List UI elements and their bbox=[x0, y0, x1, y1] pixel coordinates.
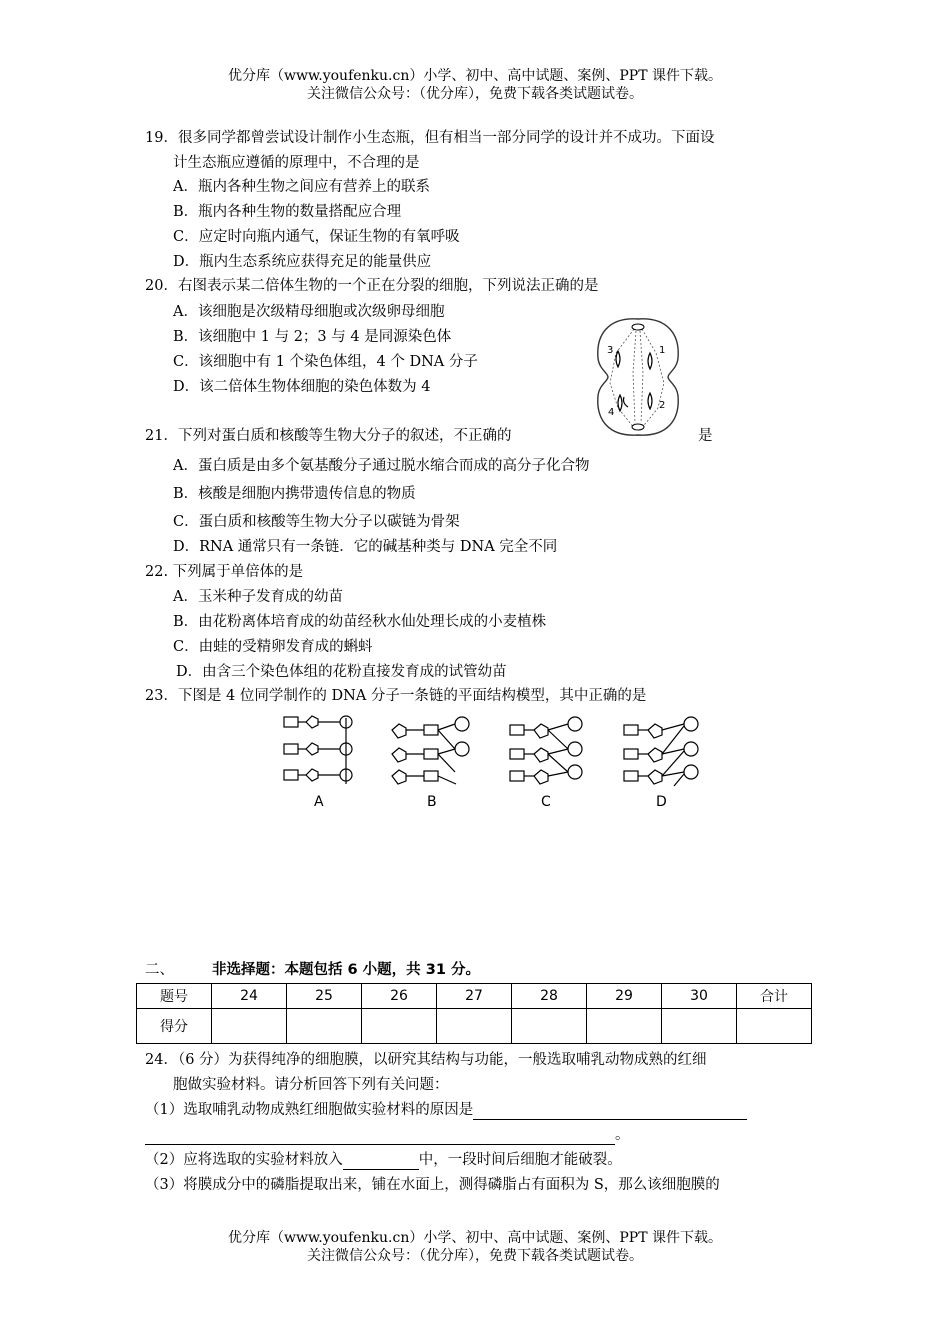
score-table-header-label: 题号 bbox=[137, 984, 212, 1009]
score-cell-30[interactable] bbox=[662, 1009, 737, 1044]
page-header-line1: 优分库（www.youfenku.cn）小学、初中、高中试题、案例、PPT 课件下载。 bbox=[227, 68, 722, 84]
q19-option-a: A．瓶内各种生物之间应有营养上的联系 bbox=[173, 179, 430, 195]
chromosome-label-2: 2 bbox=[659, 400, 666, 411]
score-table bbox=[136, 983, 812, 1044]
score-table-col: 24 bbox=[212, 984, 287, 1009]
q20-option-b: B．该细胞中 1 与 2；3 与 4 是同源染色体 bbox=[173, 329, 452, 345]
q24-stem-cont: 胞做实验材料。请分析回答下列有关问题： bbox=[173, 1077, 449, 1093]
score-table-col: 25 bbox=[287, 984, 362, 1009]
score-table-col: 29 bbox=[587, 984, 662, 1009]
q24-part1-end: 。 bbox=[615, 1127, 630, 1143]
chromosome-label-3: 3 bbox=[607, 345, 614, 356]
score-cell-29[interactable] bbox=[587, 1009, 662, 1044]
q21-stem: 21．下列对蛋白质和核酸等生物大分子的叙述，不正确的 bbox=[145, 428, 512, 444]
q24-part2-text-a: （2）应将选取的实验材料放入 bbox=[145, 1152, 343, 1168]
q20-stem: 20．右图表示某二倍体生物的一个正在分裂的细胞，下列说法正确的是 bbox=[145, 278, 599, 294]
q19-stem: 19．很多同学都曾尝试设计制作小生态瓶，但有相当一部分同学的设计并不成功。下面设 bbox=[145, 130, 715, 146]
q20-option-c: C．该细胞中有 1 个染色体组，4 个 DNA 分子 bbox=[173, 354, 478, 370]
score-table-score-label: 得分 bbox=[137, 1009, 212, 1044]
score-cell-28[interactable] bbox=[512, 1009, 587, 1044]
q24-part1-text: （1）选取哺乳动物成熟红细胞做实验材料的原因是 bbox=[145, 1102, 474, 1118]
dna-model-label-a: A bbox=[314, 794, 324, 810]
q24-part1-blank-cont[interactable] bbox=[145, 1126, 615, 1145]
chromosome-label-4: 4 bbox=[608, 407, 615, 418]
q23-stem: 23．下图是 4 位同学制作的 DNA 分子一条链的平面结构模型，其中正确的是 bbox=[145, 688, 647, 704]
dna-model-d bbox=[624, 717, 698, 786]
dna-model-b bbox=[392, 717, 469, 784]
score-cell-total[interactable] bbox=[737, 1009, 812, 1044]
q19-stem-cont: 计生态瓶应遵循的原理中，不合理的是 bbox=[173, 155, 420, 171]
score-table-col: 27 bbox=[437, 984, 512, 1009]
dna-model-label-b: B bbox=[427, 794, 437, 810]
chromosome-4 bbox=[618, 395, 628, 411]
page-footer-line2: 关注微信公众号：（优分库），免费下载各类试题试卷。 bbox=[307, 1248, 643, 1264]
chromosome-3 bbox=[616, 351, 620, 367]
q19-option-d: D．瓶内生态系统应获得充足的能量供应 bbox=[173, 254, 432, 270]
q24-part1 bbox=[145, 1101, 747, 1120]
q21-option-b: B．核酸是细胞内携带遗传信息的物质 bbox=[173, 486, 416, 502]
q22-option-b: B．由花粉离体培育成的幼苗经秋水仙处理长成的小麦植株 bbox=[173, 614, 547, 630]
q24-part1-cont bbox=[145, 1126, 630, 1145]
section2-title: 非选择题：本题包括 6 小题，共 31 分。 bbox=[212, 962, 480, 978]
page-footer-line1: 优分库（www.youfenku.cn）小学、初中、高中试题、案例、PPT 课件下载。 bbox=[227, 1230, 722, 1246]
q21-option-d: D．RNA 通常只有一条链．它的碱基种类与 DNA 完全不同 bbox=[173, 539, 558, 555]
q19-option-c: C．应定时向瓶内通气，保证生物的有氧呼吸 bbox=[173, 229, 460, 245]
dna-model-a bbox=[284, 716, 352, 784]
score-table-col: 合计 bbox=[737, 984, 812, 1009]
dna-models-figure bbox=[278, 712, 718, 812]
q21-option-a: A．蛋白质是由多个氨基酸分子通过脱水缩合而成的高分子化合物 bbox=[173, 458, 590, 474]
q24-part2 bbox=[145, 1151, 622, 1170]
dna-model-label-d: D bbox=[656, 794, 667, 810]
chromosome-label-1: 1 bbox=[659, 345, 666, 356]
score-cell-24[interactable] bbox=[212, 1009, 287, 1044]
score-cell-27[interactable] bbox=[437, 1009, 512, 1044]
score-table-col: 30 bbox=[662, 984, 737, 1009]
q24-part2-blank[interactable] bbox=[343, 1151, 419, 1170]
q22-option-c: C．由蛙的受精卵发育成的蝌蚪 bbox=[173, 639, 373, 655]
q22-option-a: A．玉米种子发育成的幼苗 bbox=[173, 589, 343, 605]
q19-option-b: B．瓶内各种生物的数量搭配应合理 bbox=[173, 204, 402, 220]
page-header-line2: 关注微信公众号：（优分库），免费下载各类试题试卷。 bbox=[307, 86, 643, 102]
q22-stem: 22. 下列属于单倍体的是 bbox=[145, 564, 304, 580]
dna-model-label-c: C bbox=[541, 794, 551, 810]
q24-part3: （3）将膜成分中的磷脂提取出来，铺在水面上，测得磷脂占有面积为 S，那么该细胞膜的 bbox=[145, 1177, 720, 1193]
score-cell-25[interactable] bbox=[287, 1009, 362, 1044]
q21-option-c: C．蛋白质和核酸等生物大分子以碳链为骨架 bbox=[173, 514, 460, 530]
score-cell-26[interactable] bbox=[362, 1009, 437, 1044]
dividing-cell-figure bbox=[588, 313, 688, 441]
q24-stem: 24．（6 分）为获得纯净的细胞膜，以研究其结构与功能，一般选取哺乳动物成熟的红细 bbox=[145, 1052, 707, 1068]
score-table-col: 26 bbox=[362, 984, 437, 1009]
score-table-col: 28 bbox=[512, 984, 587, 1009]
chromosome-2 bbox=[648, 393, 652, 409]
chromosome-1 bbox=[648, 353, 652, 369]
section2-number: 二、 bbox=[145, 962, 174, 978]
q20-option-d: D．该二倍体生物体细胞的染色体数为 4 bbox=[173, 379, 431, 395]
q24-part2-text-b: 中，一段时间后细胞才能破裂。 bbox=[418, 1152, 622, 1168]
q21-stem-end: 是 bbox=[698, 428, 713, 444]
q22-option-d: D．由含三个染色体组的花粉直接发育成的试管幼苗 bbox=[176, 664, 507, 680]
q20-option-a: A．该细胞是次级精母细胞或次级卵母细胞 bbox=[173, 304, 445, 320]
dna-model-c bbox=[510, 717, 582, 784]
q24-part1-blank[interactable] bbox=[473, 1101, 747, 1120]
